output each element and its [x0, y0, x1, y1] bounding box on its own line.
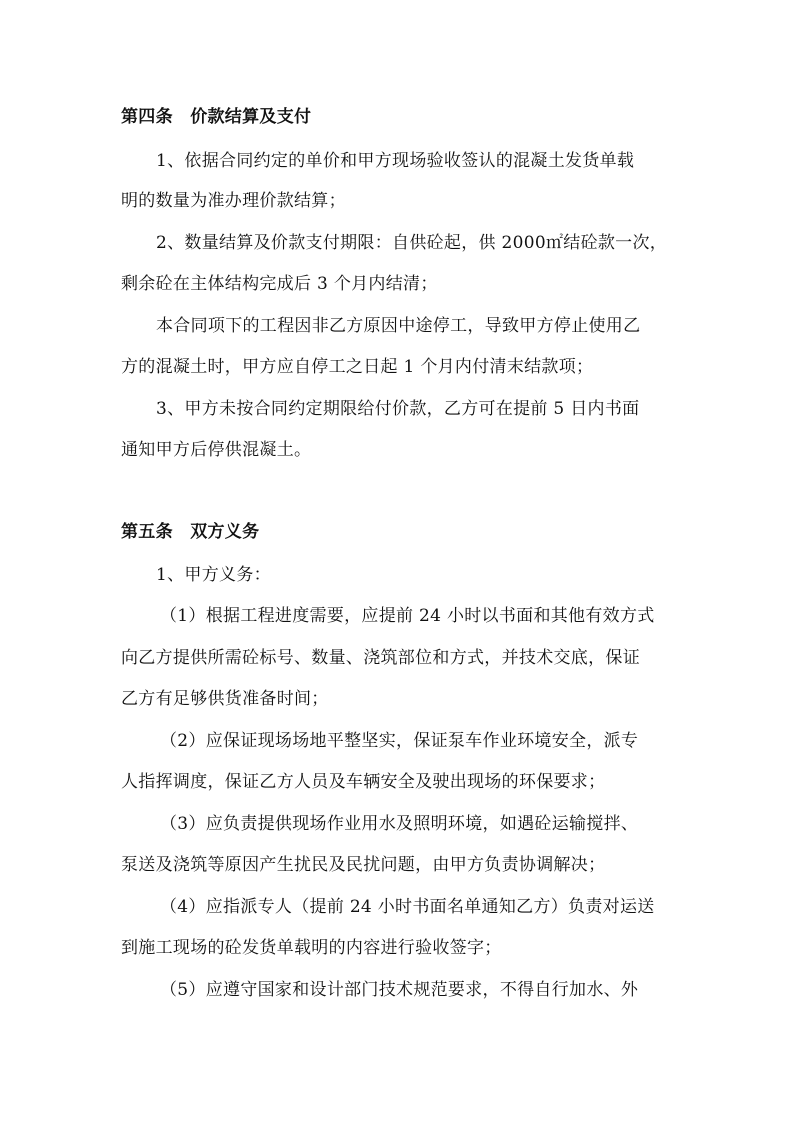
article-4-paragraph-line-2: 方的混凝土时，甲方应自停工之日起 1 个月内付清末结款项；: [121, 357, 594, 377]
article-5-clause-3-line-2: 泵送及浇筑等原因产生扰民及民扰问题，由甲方负责协调解决；: [121, 855, 606, 875]
article-5-clause-1-line-1: （1）根据工程进度需要，应提前 24 小时以书面和其他有效方式: [160, 606, 655, 626]
article-4-heading: 第四条 价款结算及支付: [121, 107, 312, 127]
article-4-item-1-line-1: 1、依据合同约定的单价和甲方现场验收签认的混凝土发货单载: [156, 151, 635, 171]
article-5-clause-2-line-2: 人指挥调度，保证乙方人员及车辆安全及驶出现场的环保要求；: [121, 772, 606, 792]
article-5-clause-1-line-2: 向乙方提供所需砼标号、数量、浇筑部位和方式，并技术交底，保证: [121, 648, 640, 668]
article-5-clause-4-line-1: （4）应指派专人（提前 24 小时书面名单通知乙方）负责对运送: [160, 897, 655, 917]
article-5-clause-3-line-1: （3）应负责提供现场作业用水及照明环境，如遇砼运输搅拌、: [160, 814, 639, 834]
article-4-paragraph-line-1: 本合同项下的工程因非乙方原因中途停工，导致甲方停止使用乙: [156, 316, 641, 336]
article-4-item-3-line-1: 3、甲方未按合同约定期限给付价款，乙方可在提前 5 日内书面: [156, 399, 640, 419]
article-4-item-3-line-2: 通知甲方后停供混凝土。: [121, 440, 312, 460]
article-5-clause-1-line-3: 乙方有足够供货准备时间；: [121, 689, 329, 709]
article-5-heading: 第五条 双方义务: [121, 522, 260, 542]
article-5-item-1-title: 1、甲方义务：: [156, 565, 271, 585]
article-4-item-2-line-2: 剩余砼在主体结构完成后 3 个月内结清；: [121, 274, 438, 294]
article-5-clause-2-line-1: （2）应保证现场场地平整坚实，保证泵车作业环境安全，派专: [160, 731, 639, 751]
article-5-clause-5-line-1: （5）应遵守国家和设计部门技术规范要求，不得自行加水、外: [160, 980, 639, 1000]
article-5-clause-4-line-2: 到施工现场的砼发货单载明的内容进行验收签字；: [121, 938, 502, 958]
article-4-item-1-line-2: 明的数量为准办理价款结算；: [121, 191, 346, 211]
article-4-item-2-line-1: 2、数量结算及价款支付期限：自供砼起，供 2000㎡结砼款一次，: [156, 233, 668, 253]
